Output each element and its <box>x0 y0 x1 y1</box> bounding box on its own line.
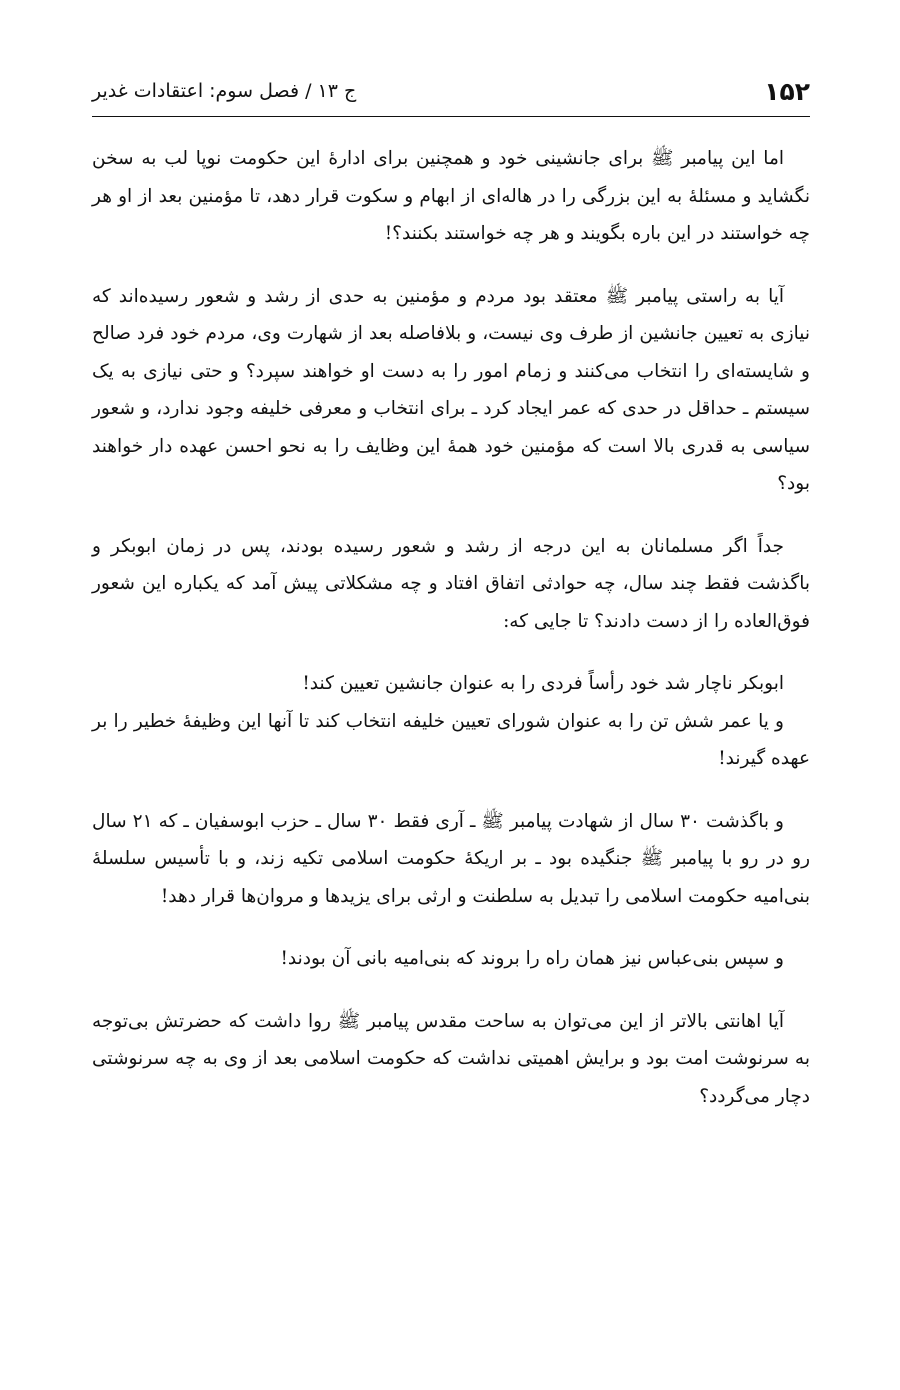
paragraph: و سپس بنی‌عباس نیز همان راه را بروند که بنی‌امیه بانی آن بودند! <box>280 948 784 969</box>
paragraph: آیا به راستی پیامبر ﷺ معتقد بود مردم و مؤمنین به حدی از رشد و شعور رسیده‌اند که نیازی به تعیین جانشین از طرف وی نیست، و بلافاصله بعد از شهارت وی، مردم خود فرد صالح و شایسته‌ای را انتخاب می‌کنند و زمام امور را به دست او خواهند سپرد؟ و حتی نیازی به یک سیستم ـ حداقل در حدی که عمر ایجاد کرد ـ برای انتخاب و معرفی خلیفه وجود ندارد، و شعور سیاسی به قدری بالا است که مؤمنین خود همهٔ این وظایف را به نحو احسن عهده دار خواهند بود؟ <box>92 285 810 494</box>
page-header <box>92 68 810 114</box>
paragraph: آیا اهانتی بالاتر از این می‌توان به ساحت مقدس پیامبر ﷺ روا داشت که حضرتش بی‌توجه به سرنوشت امت بود و برایش اهمیتی نداشت که حکومت اسلامی بعد از وی به چه سرنوشتی دچار می‌گردد؟ <box>92 1010 810 1107</box>
quote-line: ابوبکر ناچار شد خود رأساً فردی را به عنوان جانشین تعیین کند! <box>302 673 784 694</box>
paragraph: اما این پیامبر ﷺ برای جانشینی خود و همچنین برای ادارهٔ این حکومت نوپا لب به سخن نگشاید و مسئلهٔ به این بزرگی را در هاله‌ای از ابهام و سکوت قرار دهد، تا مؤمنین بعد از او هر چه خواستند در این باره بگویند و هر چه خواستند بکنند؟! <box>92 148 810 244</box>
paragraph: و باگذشت ۳۰ سال از شهادت پیامبر ﷺ ـ آری فقط ۳۰ سال ـ حزب ابوسفیان ـ که ۲۱ سال رو در رو با پیامبر ﷺ جنگیده بود ـ بر اریکهٔ حکومت اسلامی تکیه زند، و با تأسیس سلسلهٔ بنی‌امیه حکومت اسلامی را تبدیل به سلطنت و ارثی برای یزیدها و مروان‌ها قرار دهد! <box>92 810 810 907</box>
header-rule <box>92 116 810 117</box>
running-head: ج ۱۳ / فصل سوم: اعتقادات غدیر <box>92 80 357 102</box>
page-body <box>92 140 810 1140</box>
paragraph: جداً اگر مسلمانان به این درجه از رشد و شعور رسیده بودند، پس در زمان ابوبکر و باگذشت فقط چند سال، چه حوادثی اتفاق افتاد و چه مشکلاتی پیش آمد که یکباره این شعور فوق‌العاده را از دست دادند؟ تا جایی که: <box>92 535 810 632</box>
page-number: ۱۵۲ <box>764 76 810 106</box>
quote-line: و یا عمر شش تن را به عنوان شورای تعیین خلیفه انتخاب کند تا آنها این وظیفهٔ خطیر را بر عهده گیرند! <box>92 710 810 769</box>
